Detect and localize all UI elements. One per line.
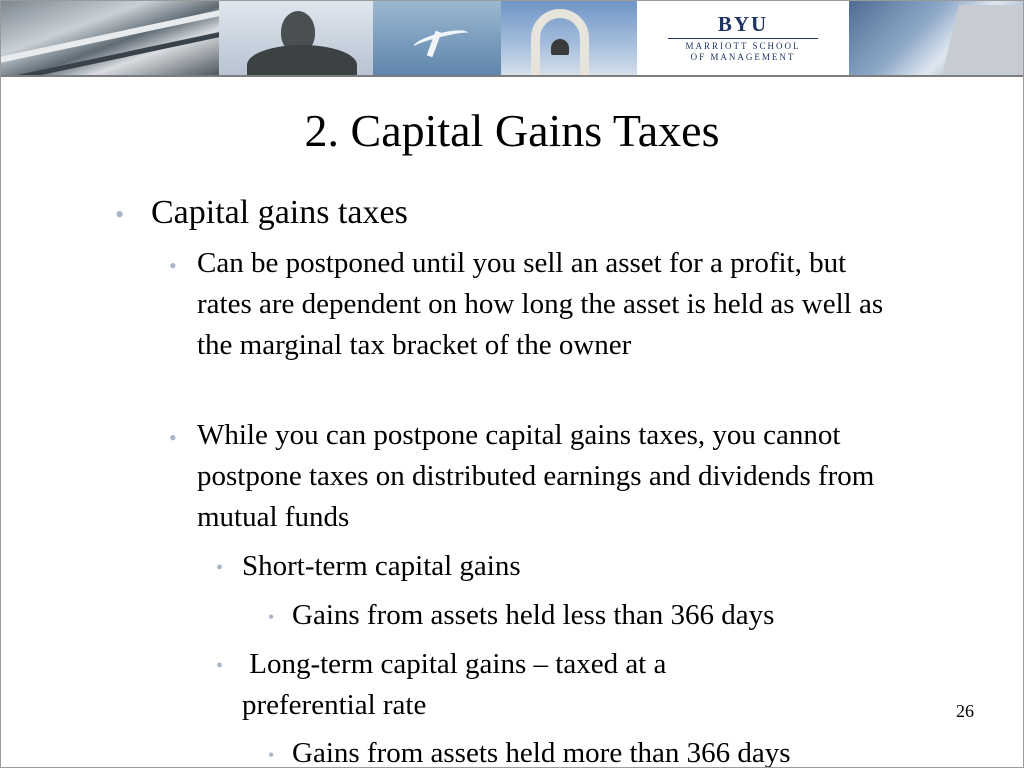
bullet-text: Capital gains taxes bbox=[151, 194, 408, 231]
page-number: 26 bbox=[956, 701, 974, 721]
bullet-text: Long-term capital gains – taxed at a preferential rate bbox=[242, 648, 674, 721]
bullet-distributed-earnings bbox=[169, 415, 897, 538]
bullet-text: While you can postpone capital gains taxes, you cannot postpone taxes on distributed earnings and dividends from mutual funds bbox=[197, 419, 875, 533]
bullet-long-term bbox=[216, 644, 782, 726]
bullet-dot: • bbox=[268, 745, 275, 765]
bullet-dot: • bbox=[169, 253, 177, 278]
bullet-short-term-detail bbox=[268, 595, 932, 636]
logo-byu-text: BYU bbox=[717, 12, 769, 36]
bullet-dot: • bbox=[169, 425, 177, 450]
logo-school-text: MARRIOTT SCHOOL bbox=[685, 41, 801, 51]
bullet-dot: • bbox=[268, 607, 275, 627]
bullet-text: Gains from assets held less than 366 days bbox=[292, 599, 775, 631]
bullet-capital-gains-taxes bbox=[115, 191, 408, 235]
bullet-long-term-detail bbox=[268, 733, 932, 768]
bullet-short-term bbox=[216, 546, 842, 587]
bullet-dot: • bbox=[216, 557, 224, 579]
bullet-text: Gains from assets held more than 366 days bbox=[292, 737, 791, 768]
bullet-dot: • bbox=[115, 200, 125, 229]
bullet-list bbox=[1, 1, 1023, 767]
bullet-text: Short-term capital gains bbox=[242, 550, 521, 582]
bullet-postponed bbox=[169, 243, 897, 366]
slide-title: 2. Capital Gains Taxes bbox=[304, 105, 720, 156]
logo-management-text: OF MANAGEMENT bbox=[690, 52, 796, 62]
bullet-text: Can be postponed until you sell an asset for a profit, but rates are dependent on how long the asset is held as well as the marginal tax bracket of the owner bbox=[197, 247, 884, 361]
bullet-dot: • bbox=[216, 655, 224, 677]
